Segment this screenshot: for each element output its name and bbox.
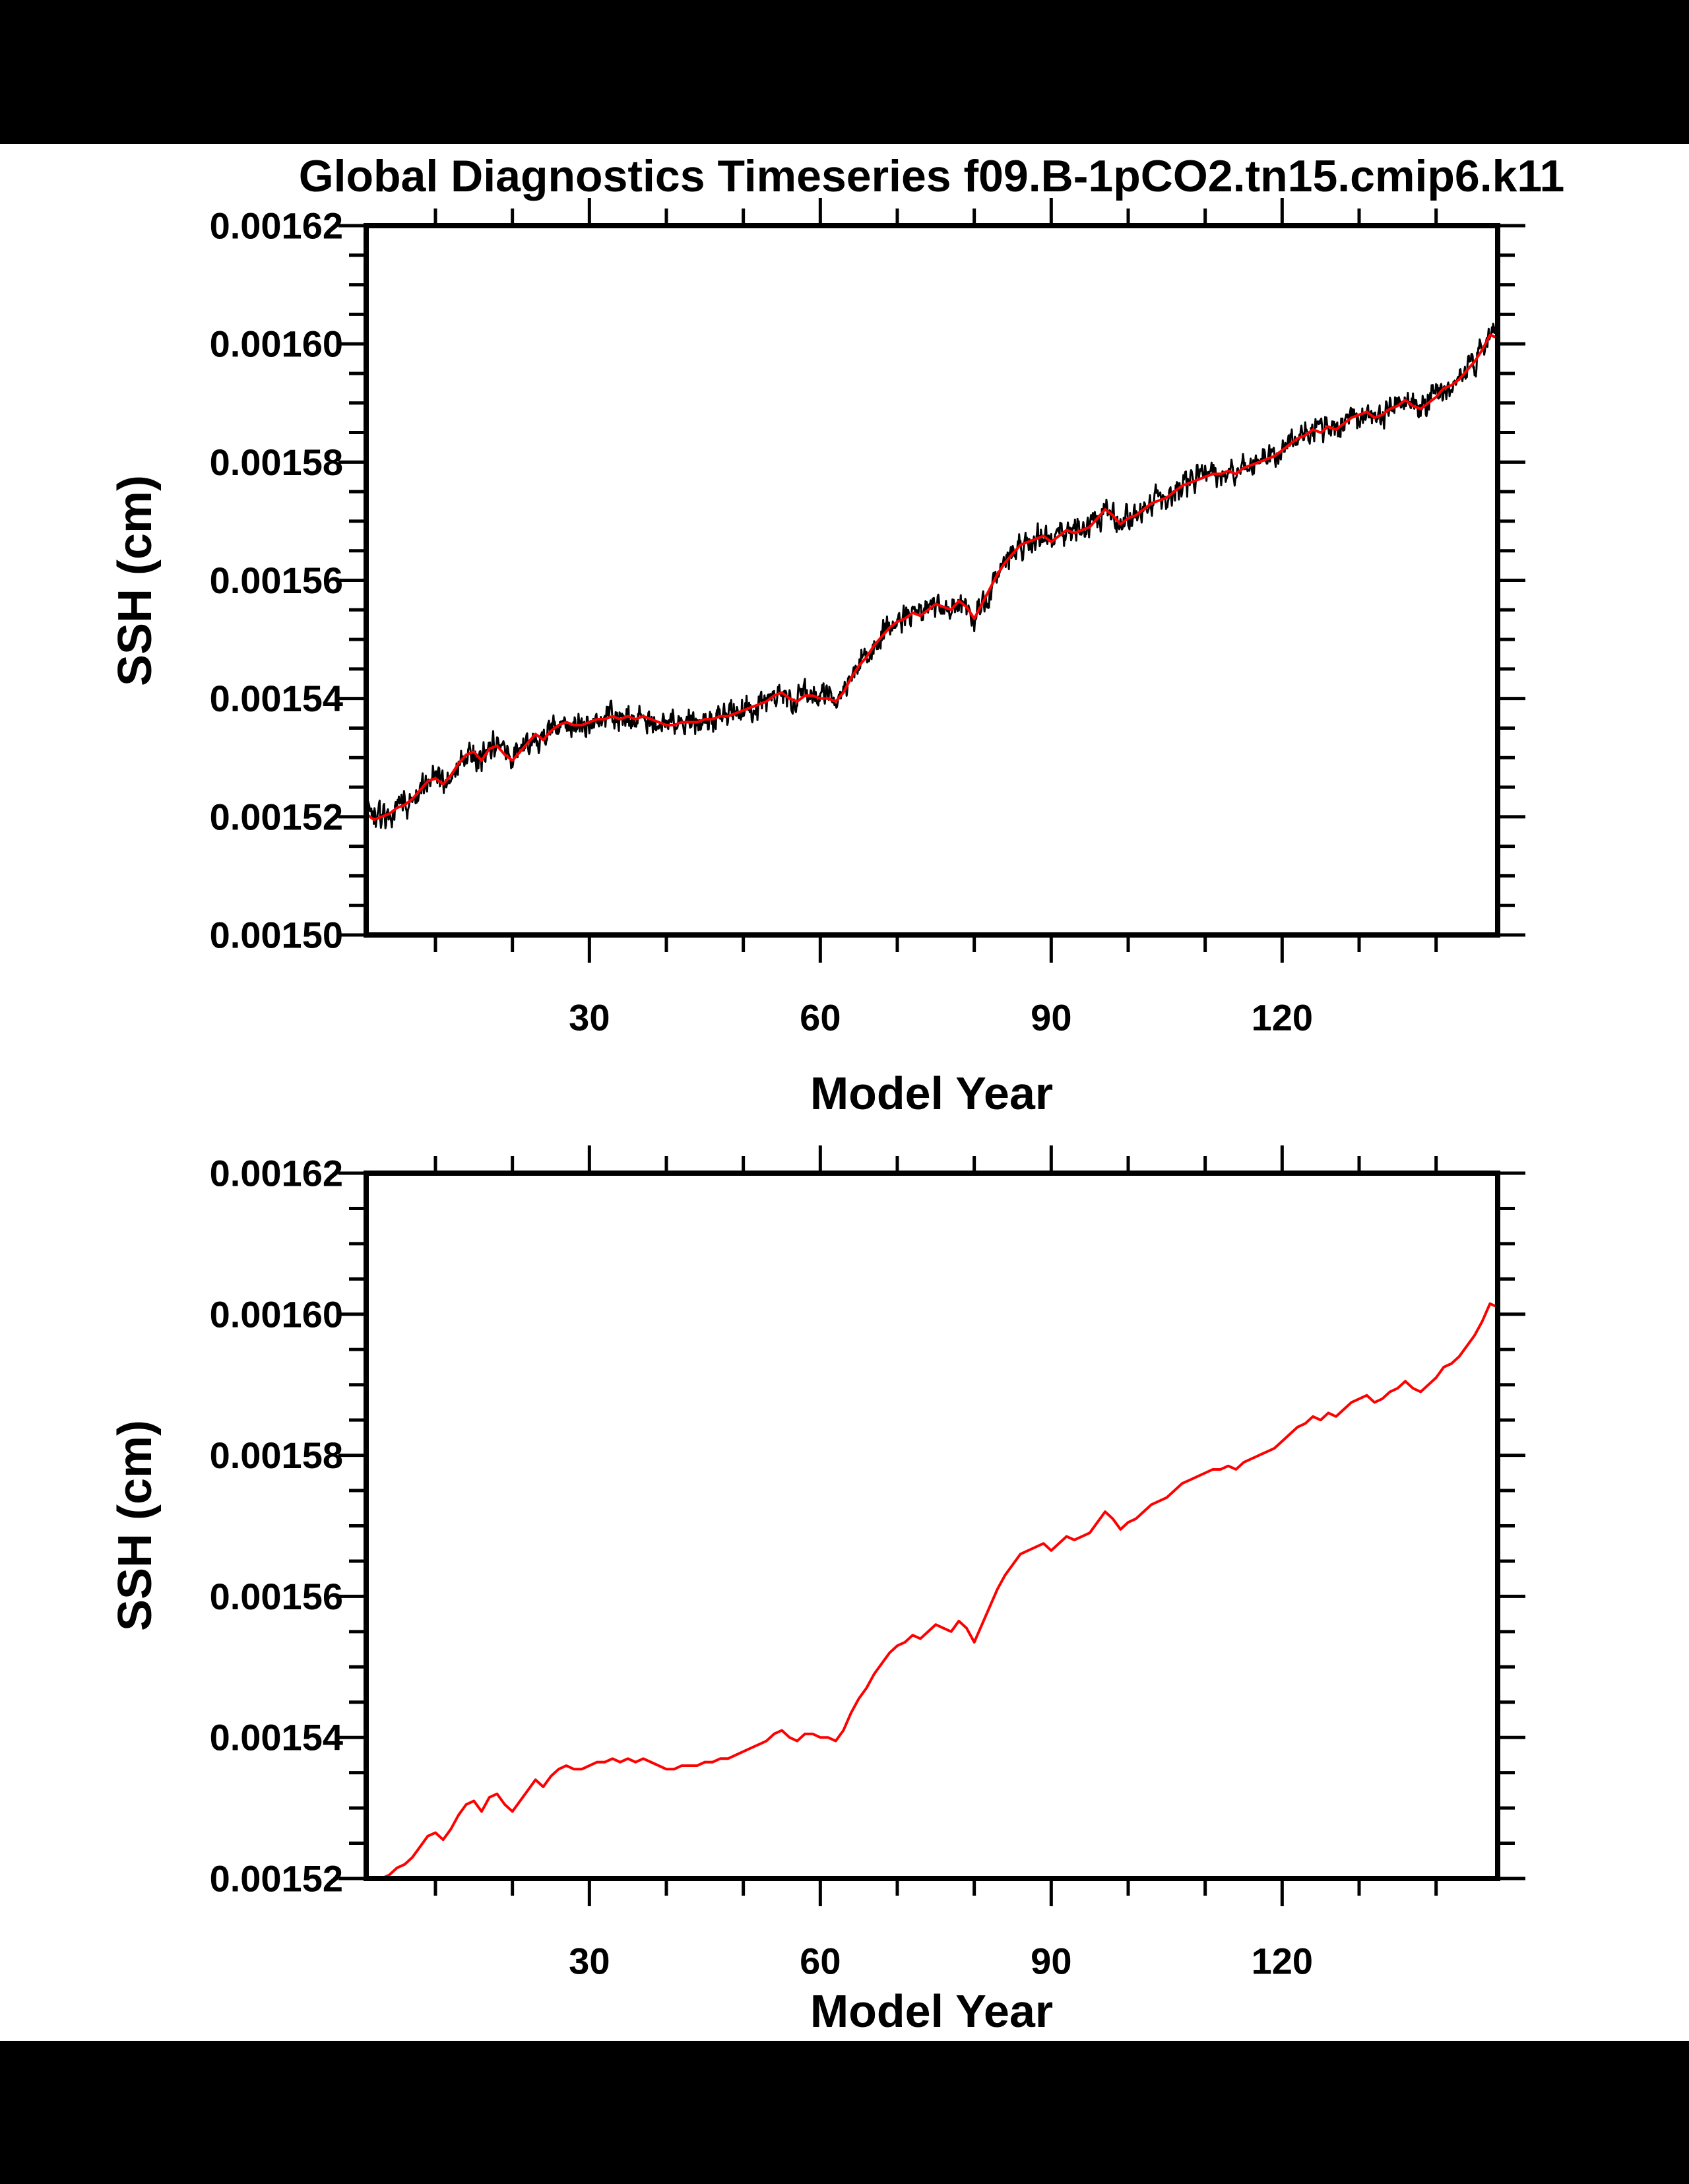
top-panel-y-tick-label-0.00160: 0.00160 — [209, 323, 343, 365]
bottom-panel-y-tick-label-0.00158: 0.00158 — [209, 1434, 343, 1477]
bottom-panel-y-tick-label-0.00156: 0.00156 — [209, 1575, 343, 1617]
figure-title: Global Diagnostics Timeseries f09.B-1pCO2.tn15.cmip6.k11 — [298, 151, 1565, 201]
top-panel-x-tick-label-90: 90 — [1031, 996, 1072, 1039]
bottom-panel-y-tick-label-0.00160: 0.00160 — [209, 1293, 343, 1335]
bottom-panel-x-tick-label-90: 90 — [1031, 1940, 1072, 1982]
bottom-panel-y-tick-label-0.00152: 0.00152 — [209, 1857, 343, 1900]
bottom-panel-ticks — [338, 1145, 1525, 1906]
top-panel-ticks — [338, 198, 1525, 963]
top-panel-y-tick-label-0.00152: 0.00152 — [209, 796, 343, 838]
top-panel-y-tick-label-0.00158: 0.00158 — [209, 441, 343, 483]
top-plot-x-axis-title: Model Year — [810, 1068, 1054, 1119]
bottom-panel-annual-line — [366, 1304, 1498, 1882]
bottom-panel-frame — [366, 1173, 1498, 1879]
top-panel-y-tick-label-0.00156: 0.00156 — [209, 560, 343, 601]
top-plot-y-axis-title: SSH (cm) — [109, 474, 162, 687]
top-panel-x-tick-label-30: 30 — [569, 996, 610, 1039]
bottom-panel-x-tick-label-120: 120 — [1251, 1940, 1314, 1982]
top-panel-x-tick-label-120: 120 — [1251, 996, 1314, 1039]
bottom-panel-x-tick-label-60: 60 — [800, 1940, 841, 1982]
top-panel-y-tick-label-0.00150: 0.00150 — [209, 914, 343, 956]
top-panel-y-tick-label-0.00154: 0.00154 — [209, 678, 343, 720]
bottom-plot-y-axis-title: SSH (cm) — [109, 1419, 162, 1632]
bottom-panel-y-tick-label-0.00162: 0.00162 — [209, 1152, 343, 1194]
bottom-panel-x-tick-label-30: 30 — [569, 1940, 610, 1982]
bottom-panel — [210, 1145, 1525, 1982]
top-panel-monthly-line — [366, 324, 1498, 829]
top-panel-x-tick-label-60: 60 — [800, 996, 841, 1039]
top-panel — [210, 198, 1525, 1039]
bottom-plot-x-axis-title: Model Year — [810, 1985, 1054, 2037]
top-panel-annual-line — [366, 335, 1498, 820]
bottom-panel-y-tick-label-0.00154: 0.00154 — [209, 1716, 343, 1758]
top-panel-frame — [366, 226, 1498, 935]
top-panel-y-tick-label-0.00162: 0.00162 — [209, 205, 343, 247]
